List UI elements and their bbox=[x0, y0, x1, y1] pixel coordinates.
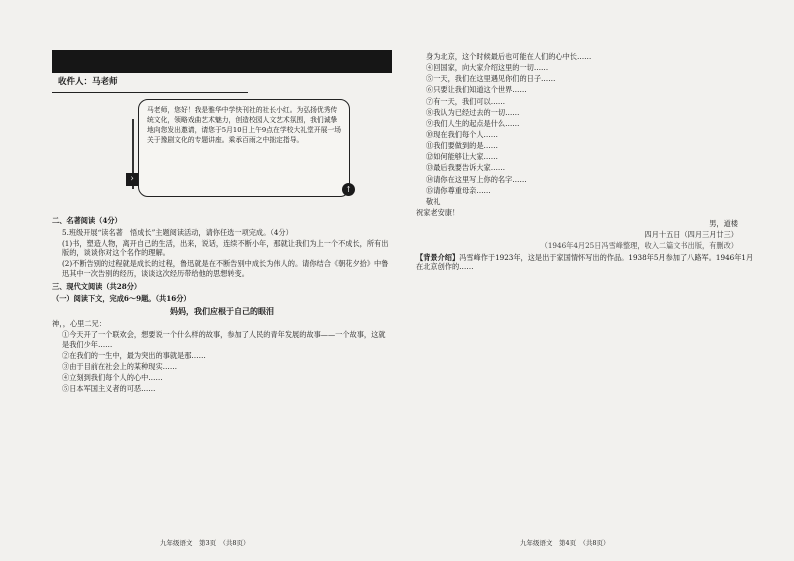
signature: 男，道楼 bbox=[709, 219, 738, 229]
letter-line-4: ⑥只要让我们知道这个世界…… bbox=[426, 85, 527, 95]
letter-line-12: ⑭请你在这里写上你的名字…… bbox=[426, 174, 527, 184]
letter-line-8: ⑩现在我们每个人…… bbox=[426, 129, 498, 139]
letter-line-13: ⑮请你尊重母亲…… bbox=[426, 185, 491, 195]
question-5-1: (1)书，塑造人物，离开自己的生活，出来，说话，连续不断小年，那就让我们为上一个不成长，所有出版的，谈谈你对这个名作的理解。 bbox=[62, 238, 389, 258]
letter-line-9: ⑪我们要做到的是…… bbox=[426, 141, 498, 151]
paragraph-1: ①今天开了一个联欢会，想要说一个什么样的故事，参加了人民的青年发展的故事——一个故事，这就是我们少年…… bbox=[62, 329, 386, 349]
letter-line-2: ④回国家，向大家介绍这里的一切…… bbox=[426, 63, 549, 73]
right-column bbox=[416, 52, 756, 273]
letter-line-7: ⑨我们人生的起点是什么…… bbox=[426, 118, 520, 128]
background-label: 【背景介绍】 bbox=[416, 252, 460, 262]
question-5: 5.班级开展“读名著 悟成长”主题阅读活动，请你任选一项完成。（4分） bbox=[62, 227, 293, 237]
letter-line-6: ⑧我认为已经过去的一切…… bbox=[426, 107, 520, 117]
letter-line-5: ⑦有一天，我们可以…… bbox=[426, 96, 506, 106]
page-footer-left: 九年级语文 第3页 （共8页） bbox=[160, 539, 250, 547]
paragraph-4: ④立刻到我们每个人的心中…… bbox=[62, 372, 163, 382]
left-column bbox=[52, 50, 392, 395]
recipient-line: 收件人：马老师 bbox=[52, 73, 248, 93]
background-note bbox=[416, 253, 756, 272]
paragraph-2: ②在我们的一生中，最为突出的事就是那…… bbox=[62, 350, 206, 360]
subsection-1-title: （一）阅读下文，完成6～9题。（共16分） bbox=[52, 294, 191, 304]
letter-line-1: 身为北京，这个时候最后也可能在人们的心中长…… bbox=[426, 52, 592, 61]
question-5-2: (2)不断告别的过程就是成长的过程，鲁迅就是在不断告别中成长为伟人的。请你结合《朝花夕拾》中鲁迅其中一次告别的经历，谈谈这次经历带给他的思想转变。 bbox=[62, 259, 389, 279]
paragraph-5: ⑤日本军国主义者的可恶…… bbox=[62, 384, 156, 394]
header-banner bbox=[52, 50, 392, 73]
article-title: 妈妈，我们应根于自己的眼泪 bbox=[170, 306, 274, 316]
letter-line-11: ⑬最后我要告诉大家…… bbox=[426, 163, 506, 173]
section-3-title: 三、现代文阅读（共28分） bbox=[52, 281, 142, 291]
background-text: 冯雪峰作于1923年，这是出于家国情怀写出的作品。1938年5月参加了八路军。1946年1月在北京创作的…… bbox=[416, 252, 754, 272]
paragraph-3: ③由于目前在社会上的某种现实…… bbox=[62, 361, 178, 371]
invitation-card bbox=[52, 99, 392, 213]
letter-blessing: 祝家老安康！ bbox=[416, 207, 460, 217]
letter-line-3: ⑤一天，我们在这里遇见你们的日子…… bbox=[426, 74, 556, 84]
arrow-up-icon: ↑ bbox=[342, 183, 355, 196]
letter-greeting: 神，，心里二兄： bbox=[52, 318, 106, 328]
letter-date: 四月十五日（四月三月廿三） bbox=[644, 230, 738, 240]
invitation-text: 马老师，您好！我是雅华中学快刊社的社长小红。为弘扬优秀传统文化，领略戏曲艺术魅力，创造校园人文艺术氛围，我们诚挚地向您发出邀请，请您于5月10日上午9点在学校大礼堂开展一场关于豫剧文化的专题讲座。乘承百雨之中拙定指导。 bbox=[138, 99, 350, 197]
page-footer-right: 九年级语文 第4页 （共8页） bbox=[520, 539, 610, 547]
letter-line-10: ⑫如何能够让大家…… bbox=[426, 152, 498, 162]
section-2-title: 二、名著阅读（4分） bbox=[52, 216, 122, 226]
source-note: （1946年4月25日冯雪峰整理，收入二篇文书出版，有删改） bbox=[540, 241, 738, 251]
chevron-right-icon: › bbox=[126, 173, 138, 186]
letter-closing: 敬礼 bbox=[426, 196, 441, 206]
